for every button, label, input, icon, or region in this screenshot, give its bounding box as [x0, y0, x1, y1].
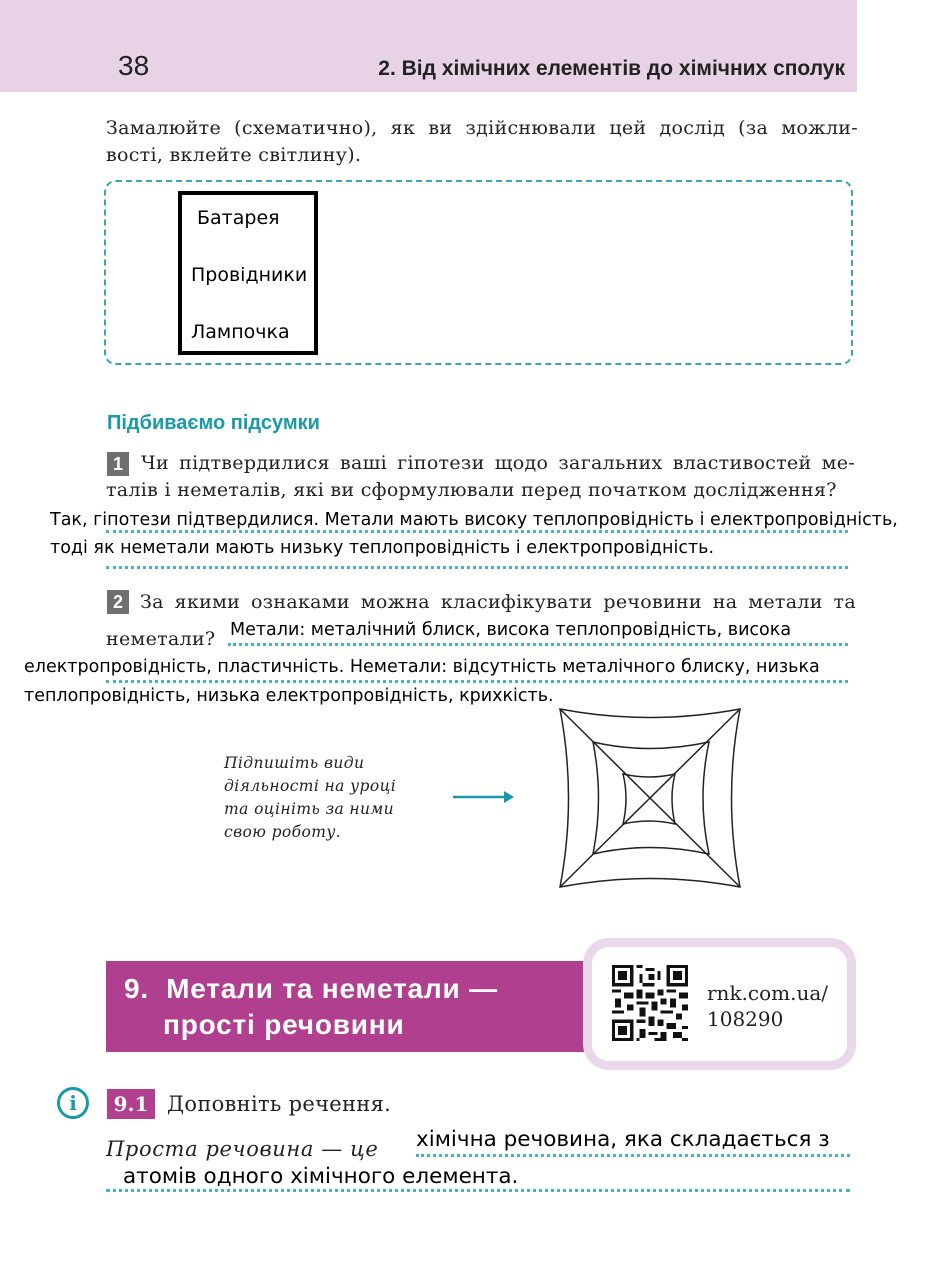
answer-2-line-1-dots: [228, 643, 848, 646]
activity-note-line-1: Підпишіть види: [224, 754, 365, 772]
answer-2-line-1[interactable]: Метали: металічний блиск, висока теплопровідність, висока: [230, 620, 792, 640]
self-assessment-web[interactable]: [550, 700, 750, 895]
qr-url-line-1: rnk.com.ua/: [707, 981, 829, 1005]
task-number-badge: 9.1: [107, 1089, 155, 1119]
answer-2-line-2-dots: [106, 680, 848, 683]
task-answer-line-2-dots: [106, 1189, 850, 1192]
chapter-title: 2. Від хімічних елементів до хімічних сполук: [378, 57, 845, 80]
diagram-label-lamp: Лампочка: [191, 321, 290, 343]
arrow-right-icon: [450, 785, 516, 809]
question-2-number: 2: [107, 590, 129, 614]
page-number: 38: [118, 50, 150, 81]
sentence-start: Проста речовина — це: [106, 1137, 379, 1161]
task-answer-line-1-dots: [416, 1154, 850, 1157]
answer-1-line-1[interactable]: Так, гіпотези підтвердилися. Метали мають високу теплопровідність і електропровідність,: [50, 510, 898, 530]
section-title: Підбиваємо підсумки: [107, 412, 320, 434]
info-icon: i: [57, 1087, 89, 1119]
activity-note: [224, 752, 396, 844]
answer-1-line-2-dots: [106, 566, 848, 569]
answer-1-line-2[interactable]: тоді як неметали мають низьку теплопровідність і електропровідність.: [50, 538, 715, 558]
task-answer-line-2[interactable]: атомів одного хімічного елемента.: [123, 1164, 519, 1189]
lesson-number: 9.: [124, 973, 149, 1004]
answer-1-line-1-dots: [106, 530, 848, 533]
answer-2-line-2[interactable]: електропровідність, пластичність. Неметали: відсутність металічного блиску, низька: [24, 657, 820, 677]
diagram-label-conductors: Провідники: [191, 264, 308, 286]
question-1-line-1: Чи підтвердилися ваші гіпотези щодо загальних властивостей ме-: [141, 452, 855, 474]
qr-url-line-2: 108290: [707, 1007, 784, 1031]
activity-note-line-3: та оцініть за ними: [224, 800, 395, 818]
instruction-line-1: Замалюйте (схематично), як ви здійснювали цей дослід (за можли-: [106, 117, 858, 139]
qr-code-icon[interactable]: [612, 965, 688, 1041]
question-1-line-2: талів і неметалів, які ви сформулювали перед початком дослідження?: [106, 479, 837, 501]
lesson-title-line-1: Метали та неметали —: [166, 973, 498, 1004]
answer-2-line-3[interactable]: теплопровідність, низька електропровідність, крихкість.: [24, 686, 554, 706]
question-1-number: 1: [107, 452, 129, 476]
diagram-label-battery: Батарея: [197, 207, 280, 229]
lesson-title: [124, 971, 498, 1043]
qr-url[interactable]: [707, 980, 828, 1032]
activity-note-line-4: свою роботу.: [224, 823, 342, 841]
question-2-line-1: За якими ознаками можна класифікувати речовини на метали та: [140, 591, 856, 613]
task-answer-line-1[interactable]: хімічна речовина, яка складається з: [416, 1127, 830, 1152]
task-prompt: Доповніть речення.: [167, 1092, 392, 1116]
activity-note-line-2: діяльності на уроці: [224, 777, 397, 795]
instruction-line-2: вості, вклейте світлину).: [106, 144, 362, 166]
question-2-line-2: неметали?: [106, 628, 216, 650]
lesson-title-line-2: прості речовини: [163, 1009, 405, 1040]
